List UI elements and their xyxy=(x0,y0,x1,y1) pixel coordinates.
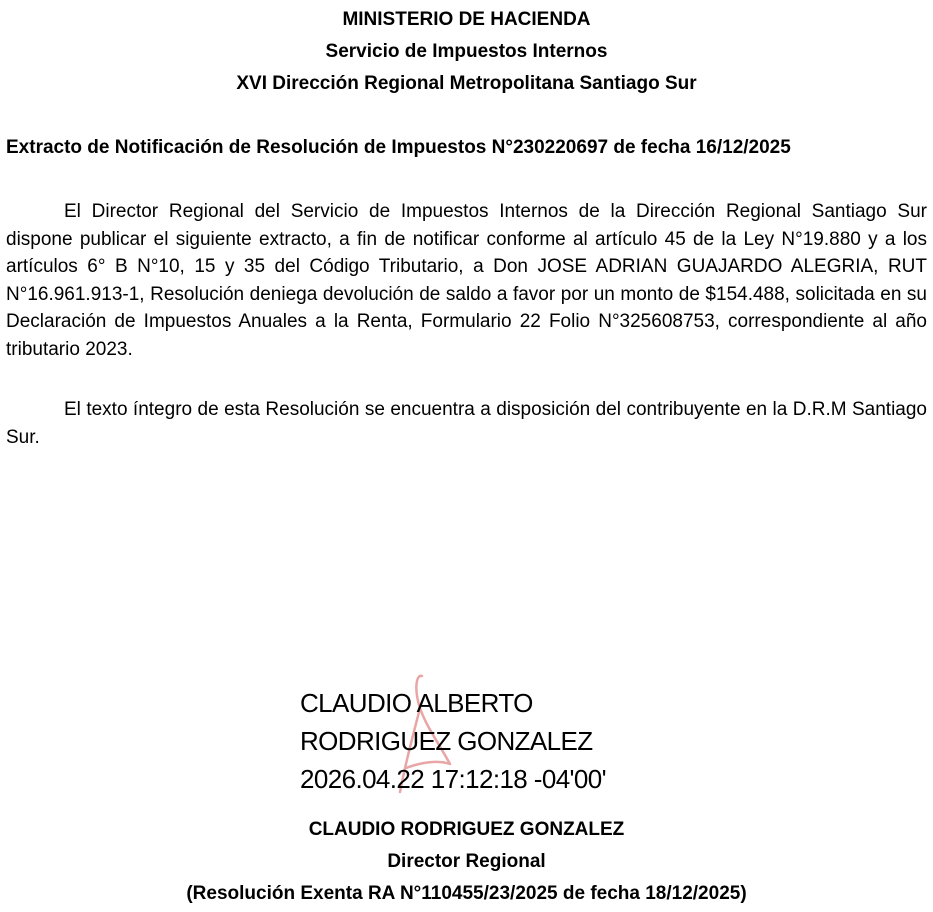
signature-name-line2: RODRIGUEZ GONZALEZ xyxy=(300,726,593,756)
signer-name: CLAUDIO RODRIGUEZ GONZALEZ xyxy=(308,819,625,840)
signer-block xyxy=(0,814,933,910)
notification-paragraph: El Director Regional del Servicio de Impuestos Internos de la Dirección Regional Santiago Sur dispone publicar el siguiente extracto, a fin de notificar conforme al artículo 45 de la Ley N°19.880 y a los artículos 6° B N°10, 15 y 35 del Código Tributario, a Don JOSE ADRIAN GUAJARDO ALEGRIA, RUT N°16.961.913-1, Resolución deniega devolución de saldo a favor por un monto de $154.488, solicitada en su Declaración de Impuestos Anuales a la Renta, Formulario 22 Folio N°325608753, correspondiente al año tributario 2023. xyxy=(6,201,927,360)
regional-office-name: XVI Dirección Regional Metropolitana Santiago Sur xyxy=(236,73,697,94)
ministry-name: MINISTERIO DE HACIENDA xyxy=(342,9,591,30)
availability-paragraph: El texto íntegro de esta Resolución se encuentra a disposición del contribuyente en la D.R.M Santiago Sur. xyxy=(6,399,927,448)
document-title: Extracto de Notificación de Resolución de Impuestos N°230220697 de fecha 16/12/2025 xyxy=(6,137,791,158)
signer-resolution: (Resolución Exenta RA N°110455/23/2025 de fecha 18/12/2025) xyxy=(186,883,747,904)
signer-role: Director Regional xyxy=(387,851,546,872)
signature-timestamp: 2026.04.22 17:12:18 -04'00' xyxy=(300,764,607,794)
service-name: Servicio de Impuestos Internos xyxy=(325,41,608,62)
signature-name-line1: CLAUDIO ALBERTO xyxy=(300,688,533,718)
digital-signature-block xyxy=(300,684,606,798)
document-header xyxy=(0,4,933,100)
